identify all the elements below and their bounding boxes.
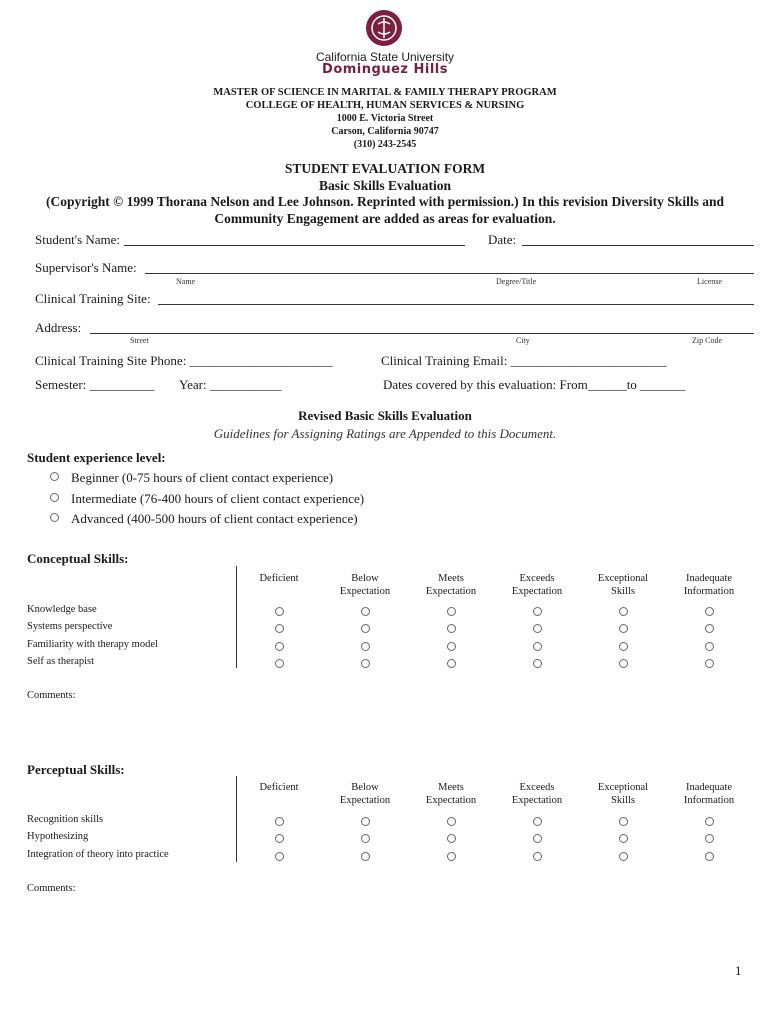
rating-radio-icon[interactable] — [533, 852, 542, 861]
copyright-line-2: Community Engagement are added as areas for evaluation. — [214, 211, 556, 226]
rating-column-subtitle: Expectation — [339, 795, 391, 806]
skill-row-label: Self as therapist — [27, 655, 95, 667]
rating-column-subtitle: Expectation — [425, 586, 477, 597]
caption-zip: Zip Code — [692, 336, 722, 345]
university-name: California State University — [315, 50, 455, 64]
student-name-field[interactable] — [124, 245, 465, 246]
rating-column-title: Meets — [438, 782, 464, 793]
rating-column-header — [492, 572, 582, 598]
campus-name: Dominguez Hills — [322, 62, 448, 77]
caption-street: Street — [130, 336, 149, 345]
rating-radio-icon[interactable] — [361, 607, 370, 616]
rating-radio-icon[interactable] — [533, 817, 542, 826]
rating-column-title: Exceeds — [519, 573, 555, 584]
rating-radio-icon[interactable] — [361, 817, 370, 826]
rating-column-subtitle: Skills — [611, 795, 635, 806]
experience-heading: Student experience level: — [27, 450, 166, 465]
rating-column-header — [320, 572, 410, 598]
college-name: COLLEGE OF HEALTH, HUMAN SERVICES & NURSING — [245, 100, 525, 111]
rating-radio-icon[interactable] — [705, 624, 714, 633]
perceptual-heading: Perceptual Skills: — [27, 762, 125, 777]
rating-radio-icon[interactable] — [619, 659, 628, 668]
conceptual-comments-label: Comments: — [27, 690, 76, 701]
rating-radio-icon[interactable] — [275, 834, 284, 843]
rating-column-header — [234, 781, 324, 794]
rating-column-title: Below — [351, 782, 379, 793]
rating-radio-icon[interactable] — [361, 659, 370, 668]
rating-column-header — [406, 781, 496, 807]
year-field[interactable]: Year: ___________ — [179, 377, 282, 392]
form-title: STUDENT EVALUATION FORM — [284, 161, 486, 176]
skill-row-label: Knowledge base — [27, 604, 97, 615]
caption-name: Name — [176, 277, 196, 286]
experience-option[interactable] — [50, 511, 358, 527]
perceptual-comments-label: Comments: — [27, 883, 76, 894]
copyright-line-1: (Copyright © 1999 Thorana Nelson and Lee Johnson. Reprinted with permission.) In this revision Diversity Skills and — [46, 194, 724, 209]
rating-column-subtitle: Expectation — [425, 795, 477, 806]
rating-radio-icon[interactable] — [619, 834, 628, 843]
rating-radio-icon[interactable] — [275, 659, 284, 668]
experience-option-label: Beginner (0-75 hours of client contact experience) — [71, 470, 334, 485]
training-site-field[interactable] — [158, 304, 754, 305]
experience-option[interactable] — [50, 491, 364, 507]
rating-radio-icon[interactable] — [705, 607, 714, 616]
rating-radio-icon[interactable] — [447, 659, 456, 668]
phone-number: (310) 243-2545 — [353, 139, 417, 150]
rating-radio-icon[interactable] — [275, 852, 284, 861]
rating-radio-icon[interactable] — [447, 834, 456, 843]
rating-radio-icon[interactable] — [619, 817, 628, 826]
rating-column-subtitle: Expectation — [339, 586, 391, 597]
rating-column-title: Inadequate — [685, 782, 733, 793]
supervisor-name-field[interactable] — [145, 273, 754, 274]
date-field[interactable] — [522, 245, 754, 246]
rating-radio-icon[interactable] — [533, 642, 542, 651]
experience-option-label: Intermediate (76-400 hours of client contact experience) — [71, 490, 365, 506]
rating-radio-icon[interactable] — [447, 817, 456, 826]
guidelines-note: Guidelines for Assigning Ratings are Appended to this Document. — [213, 426, 557, 441]
rating-column-title: Deficient — [259, 573, 299, 584]
skill-row-label: Systems perspective — [27, 621, 113, 633]
rating-radio-icon[interactable] — [619, 624, 628, 633]
university-seal-icon — [366, 10, 402, 46]
rating-column-header — [578, 781, 668, 807]
rating-radio-icon[interactable] — [361, 642, 370, 651]
skill-row-label: Integration of theory into practice — [27, 848, 169, 860]
skill-row-label: Hypothesizing — [27, 831, 89, 843]
caption-degree: Degree/Title — [496, 277, 537, 286]
rating-radio-icon[interactable] — [447, 852, 456, 861]
rating-radio-icon[interactable] — [533, 607, 542, 616]
rating-radio-icon[interactable] — [447, 642, 456, 651]
skill-row-label: Recognition skills — [27, 814, 104, 825]
rating-column-subtitle: Information — [683, 795, 735, 806]
rating-radio-icon[interactable] — [361, 834, 370, 843]
training-site-label: Clinical Training Site: — [35, 291, 151, 306]
rating-column-title: Inadequate — [685, 573, 733, 584]
rating-radio-icon[interactable] — [447, 624, 456, 633]
rating-column-subtitle: Expectation — [511, 795, 563, 806]
rating-column-subtitle: Skills — [611, 586, 635, 597]
rating-radio-icon[interactable] — [275, 607, 284, 616]
radio-button-icon[interactable] — [50, 513, 59, 522]
address-field[interactable] — [90, 333, 754, 334]
rating-column-header — [578, 572, 668, 598]
conceptual-heading: Conceptual Skills: — [27, 551, 129, 566]
rating-radio-icon[interactable] — [275, 642, 284, 651]
radio-button-icon[interactable] — [50, 472, 59, 481]
rating-radio-icon[interactable] — [533, 659, 542, 668]
address-label: Address: — [35, 320, 82, 335]
rating-radio-icon[interactable] — [705, 642, 714, 651]
dates-covered-field[interactable]: Dates covered by this evaluation: From______to _______ — [383, 377, 686, 392]
rating-column-subtitle: Expectation — [511, 586, 563, 597]
supervisor-name-label: Supervisor's Name: — [35, 260, 137, 275]
rating-radio-icon[interactable] — [447, 607, 456, 616]
street-address: 1000 E. Victoria Street — [336, 113, 434, 124]
rating-radio-icon[interactable] — [533, 624, 542, 633]
rating-column-header — [664, 781, 754, 807]
rating-radio-icon[interactable] — [275, 817, 284, 826]
rating-radio-icon[interactable] — [361, 624, 370, 633]
experience-option-label: Advanced (400-500 hours of client contact experience) — [71, 511, 358, 526]
form-subtitle: Basic Skills Evaluation — [318, 178, 452, 193]
rating-radio-icon[interactable] — [361, 852, 370, 861]
rating-column-header — [492, 781, 582, 807]
rating-column-header — [664, 572, 754, 598]
page-number: 1 — [735, 963, 742, 978]
semester-field[interactable]: Semester: __________ — [35, 377, 155, 392]
rating-column-subtitle: Information — [683, 586, 735, 597]
skill-row-label: Familiarity with therapy model — [27, 638, 158, 650]
revised-heading: Revised Basic Skills Evaluation — [298, 408, 472, 423]
student-name-label: Student's Name: — [35, 232, 121, 247]
rating-radio-icon[interactable] — [705, 834, 714, 843]
radio-button-icon[interactable] — [50, 493, 59, 502]
rating-column-header — [234, 572, 324, 585]
training-email-field[interactable]: Clinical Training Email: ________________________ — [381, 353, 667, 368]
rating-column-header — [320, 781, 410, 807]
rating-column-title: Deficient — [259, 782, 299, 793]
caption-city: City — [516, 336, 530, 345]
rating-column-title: Below — [351, 573, 379, 584]
rating-radio-icon[interactable] — [619, 607, 628, 616]
rating-column-title: Exceptional — [597, 573, 649, 584]
rating-radio-icon[interactable] — [533, 834, 542, 843]
program-name: MASTER OF SCIENCE IN MARITAL & FAMILY THERAPY PROGRAM — [213, 87, 557, 98]
caption-license: License — [697, 277, 722, 286]
rating-radio-icon[interactable] — [619, 852, 628, 861]
experience-option[interactable] — [50, 470, 333, 486]
rating-radio-icon[interactable] — [275, 624, 284, 633]
rating-radio-icon[interactable] — [705, 852, 714, 861]
date-label: Date: — [488, 232, 517, 247]
rating-column-title: Exceptional — [597, 782, 649, 793]
rating-column-title: Meets — [438, 573, 464, 584]
rating-radio-icon[interactable] — [619, 642, 628, 651]
site-phone-field[interactable]: Clinical Training Site Phone: ______________________ — [35, 353, 333, 368]
rating-column-header — [406, 572, 496, 598]
rating-radio-icon[interactable] — [705, 659, 714, 668]
rating-column-title: Exceeds — [519, 782, 555, 793]
rating-radio-icon[interactable] — [705, 817, 714, 826]
city-address: Carson, California 90747 — [331, 126, 439, 137]
